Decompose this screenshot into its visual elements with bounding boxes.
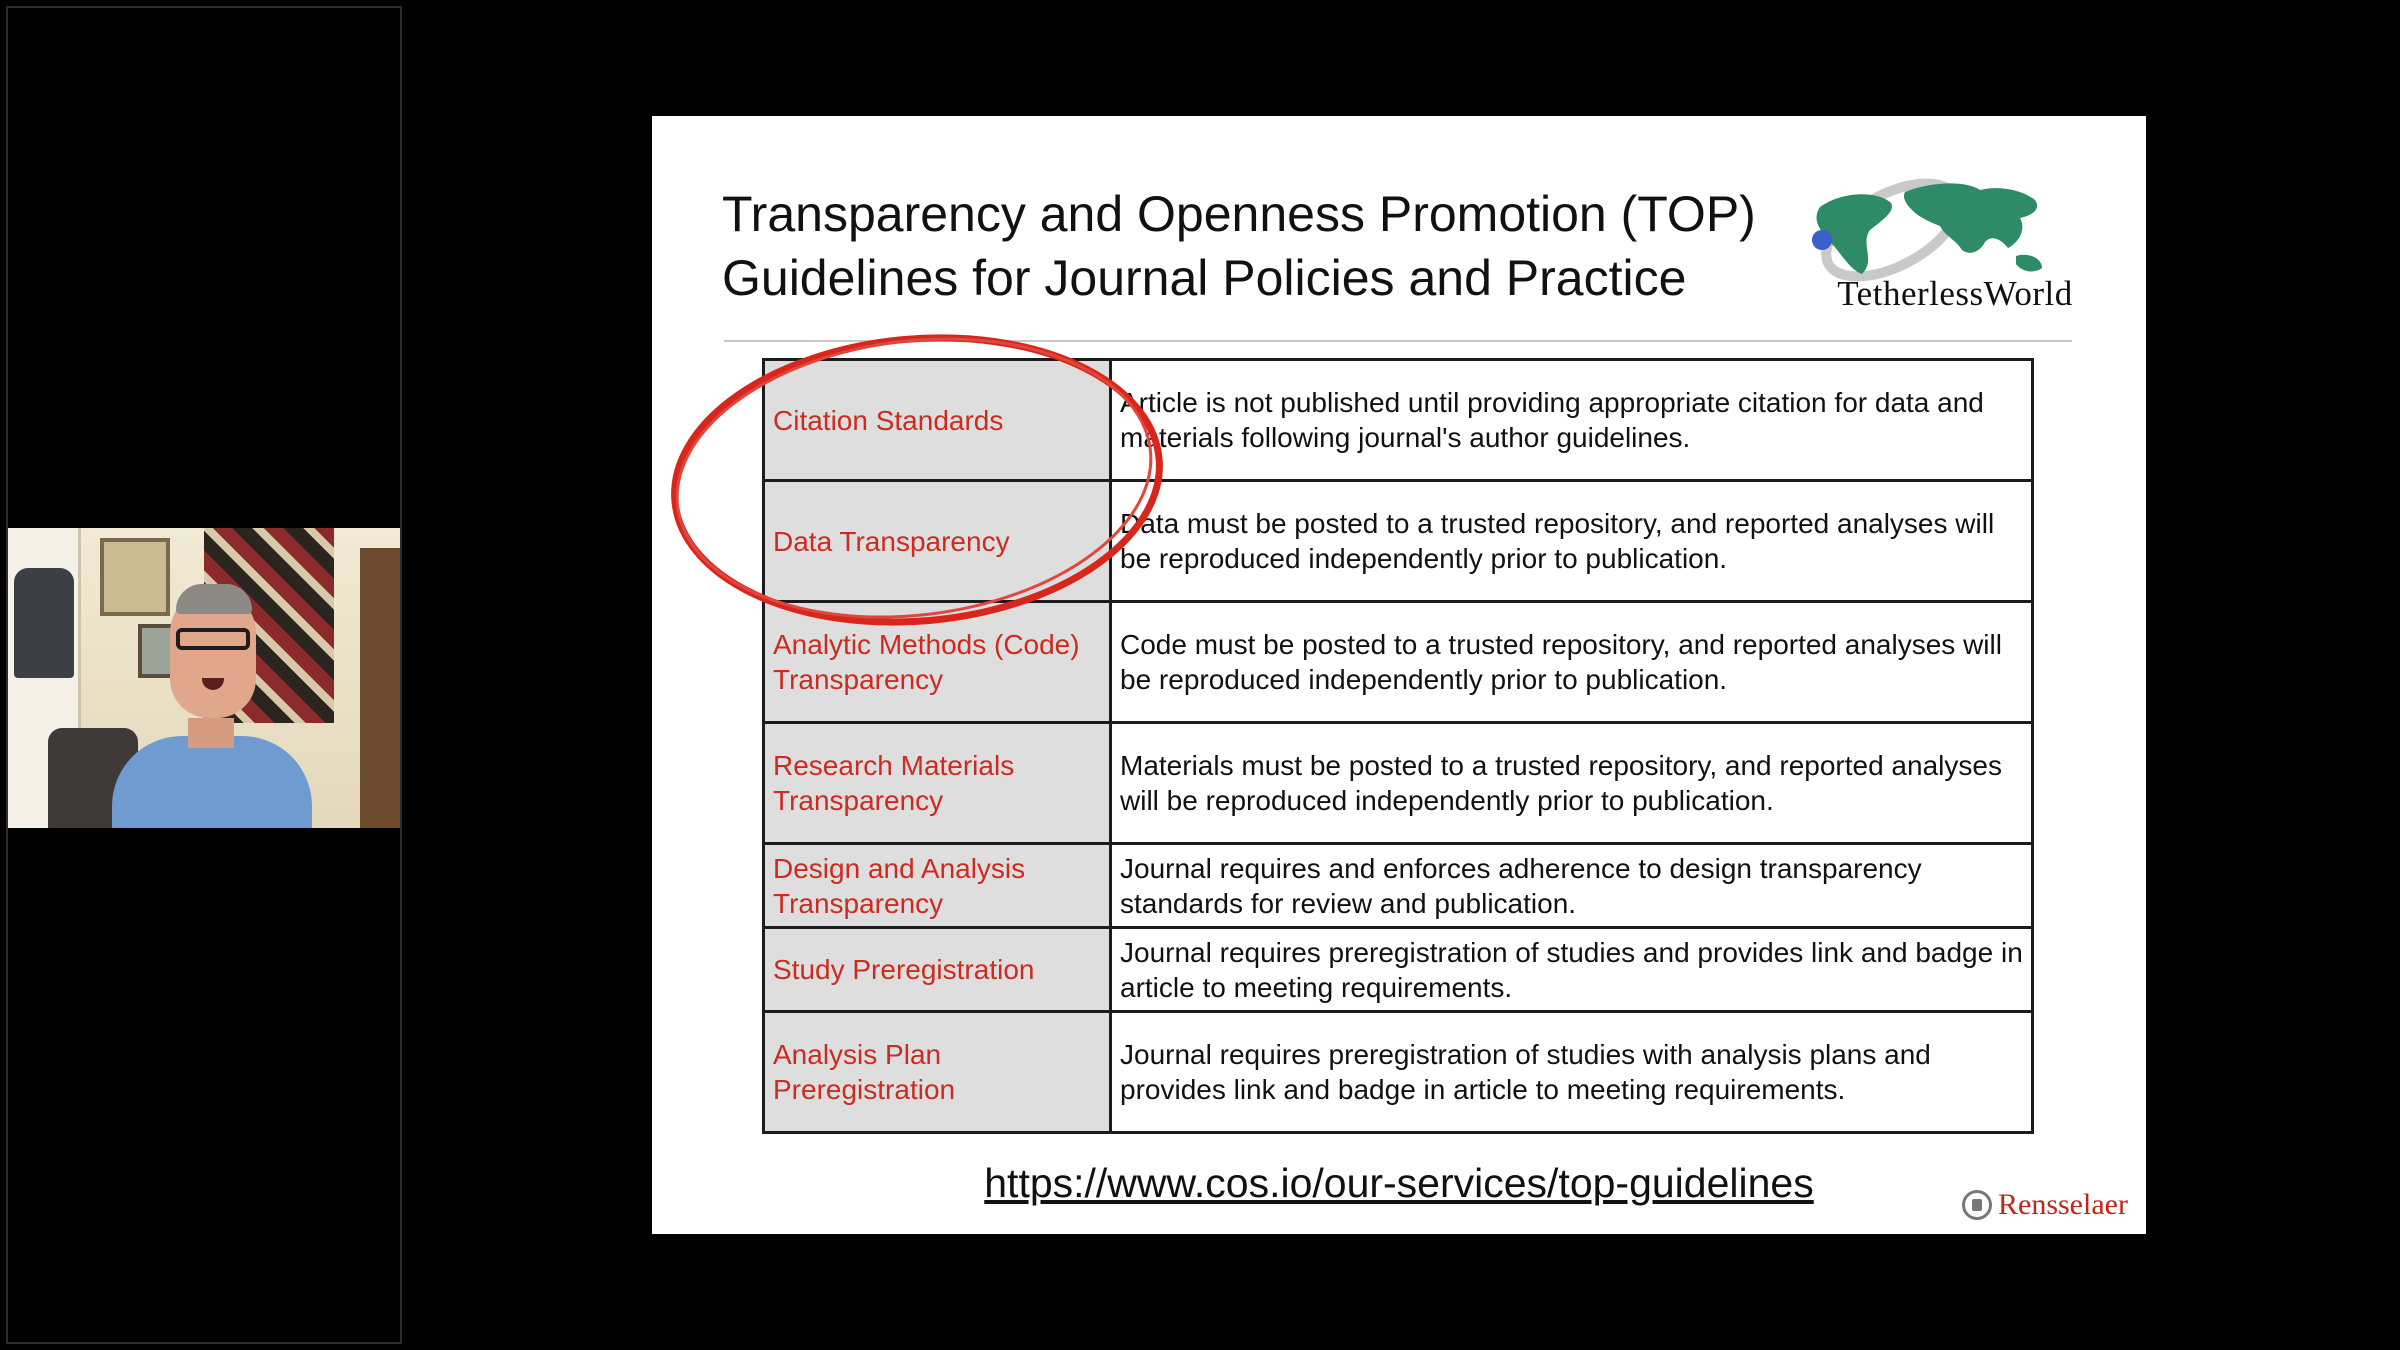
video-shelf — [360, 548, 400, 828]
standard-name: Research Materials Transparency — [764, 723, 1111, 844]
standard-name: Analytic Methods (Code) Transparency — [764, 602, 1111, 723]
shared-slide — [652, 116, 2146, 1234]
standard-name: Citation Standards — [764, 360, 1111, 481]
guidelines-url[interactable]: https://www.cos.io/our-services/top-guidelines — [984, 1160, 1814, 1206]
standard-description: Journal requires preregistration of studies and provides link and badge in article to meeting requirements. — [1111, 928, 2033, 1012]
top-guidelines-table — [762, 358, 2034, 1134]
rensselaer-seal-icon — [1962, 1190, 1992, 1220]
speaker-neck — [188, 718, 234, 748]
table-row — [764, 602, 2033, 723]
standard-description: Article is not published until providing appropriate citation for data and materials following journal's author guidelines. — [1111, 360, 2033, 481]
standard-description: Journal requires preregistration of studies with analysis plans and provides link and badge in article to meeting requirements. — [1111, 1012, 2033, 1133]
standard-name: Study Preregistration — [764, 928, 1111, 1012]
table-row — [764, 928, 2033, 1012]
table-row — [764, 1012, 2033, 1133]
speaker-body — [112, 736, 312, 828]
video-wall-picture — [100, 538, 170, 616]
table-row — [764, 481, 2033, 602]
standard-description: Journal requires and enforces adherence to design transparency standards for review and publication. — [1111, 844, 2033, 928]
speaker-hair — [176, 584, 252, 614]
standard-name: Data Transparency — [764, 481, 1111, 602]
standard-name: Design and Analysis Transparency — [764, 844, 1111, 928]
standard-name: Analysis Plan Preregistration — [764, 1012, 1111, 1133]
table-row — [764, 723, 2033, 844]
table-row — [764, 844, 2033, 928]
video-coats — [14, 568, 74, 678]
standard-description: Data must be posted to a trusted repository, and reported analyses will be reproduced independently prior to publication. — [1111, 481, 2033, 602]
standard-description: Code must be posted to a trusted repository, and reported analyses will be reproduced independently prior to publication. — [1111, 602, 2033, 723]
participant-strip — [6, 6, 402, 1344]
tetherless-world-logo-text: TetherlessWorld — [1837, 274, 2073, 313]
slide-title: Transparency and Openness Promotion (TOP) Guidelines for Journal Policies and Practice — [722, 186, 1756, 306]
rensselaer-logo-text: Rensselaer — [1998, 1188, 2128, 1221]
title-divider — [724, 340, 2072, 342]
participant-video[interactable] — [8, 528, 400, 828]
speaker-glasses — [176, 628, 250, 650]
table-row — [764, 360, 2033, 481]
standard-description: Materials must be posted to a trusted repository, and reported analyses will be reproduced independently prior to publication. — [1111, 723, 2033, 844]
rensselaer-logo — [1962, 1188, 2128, 1222]
